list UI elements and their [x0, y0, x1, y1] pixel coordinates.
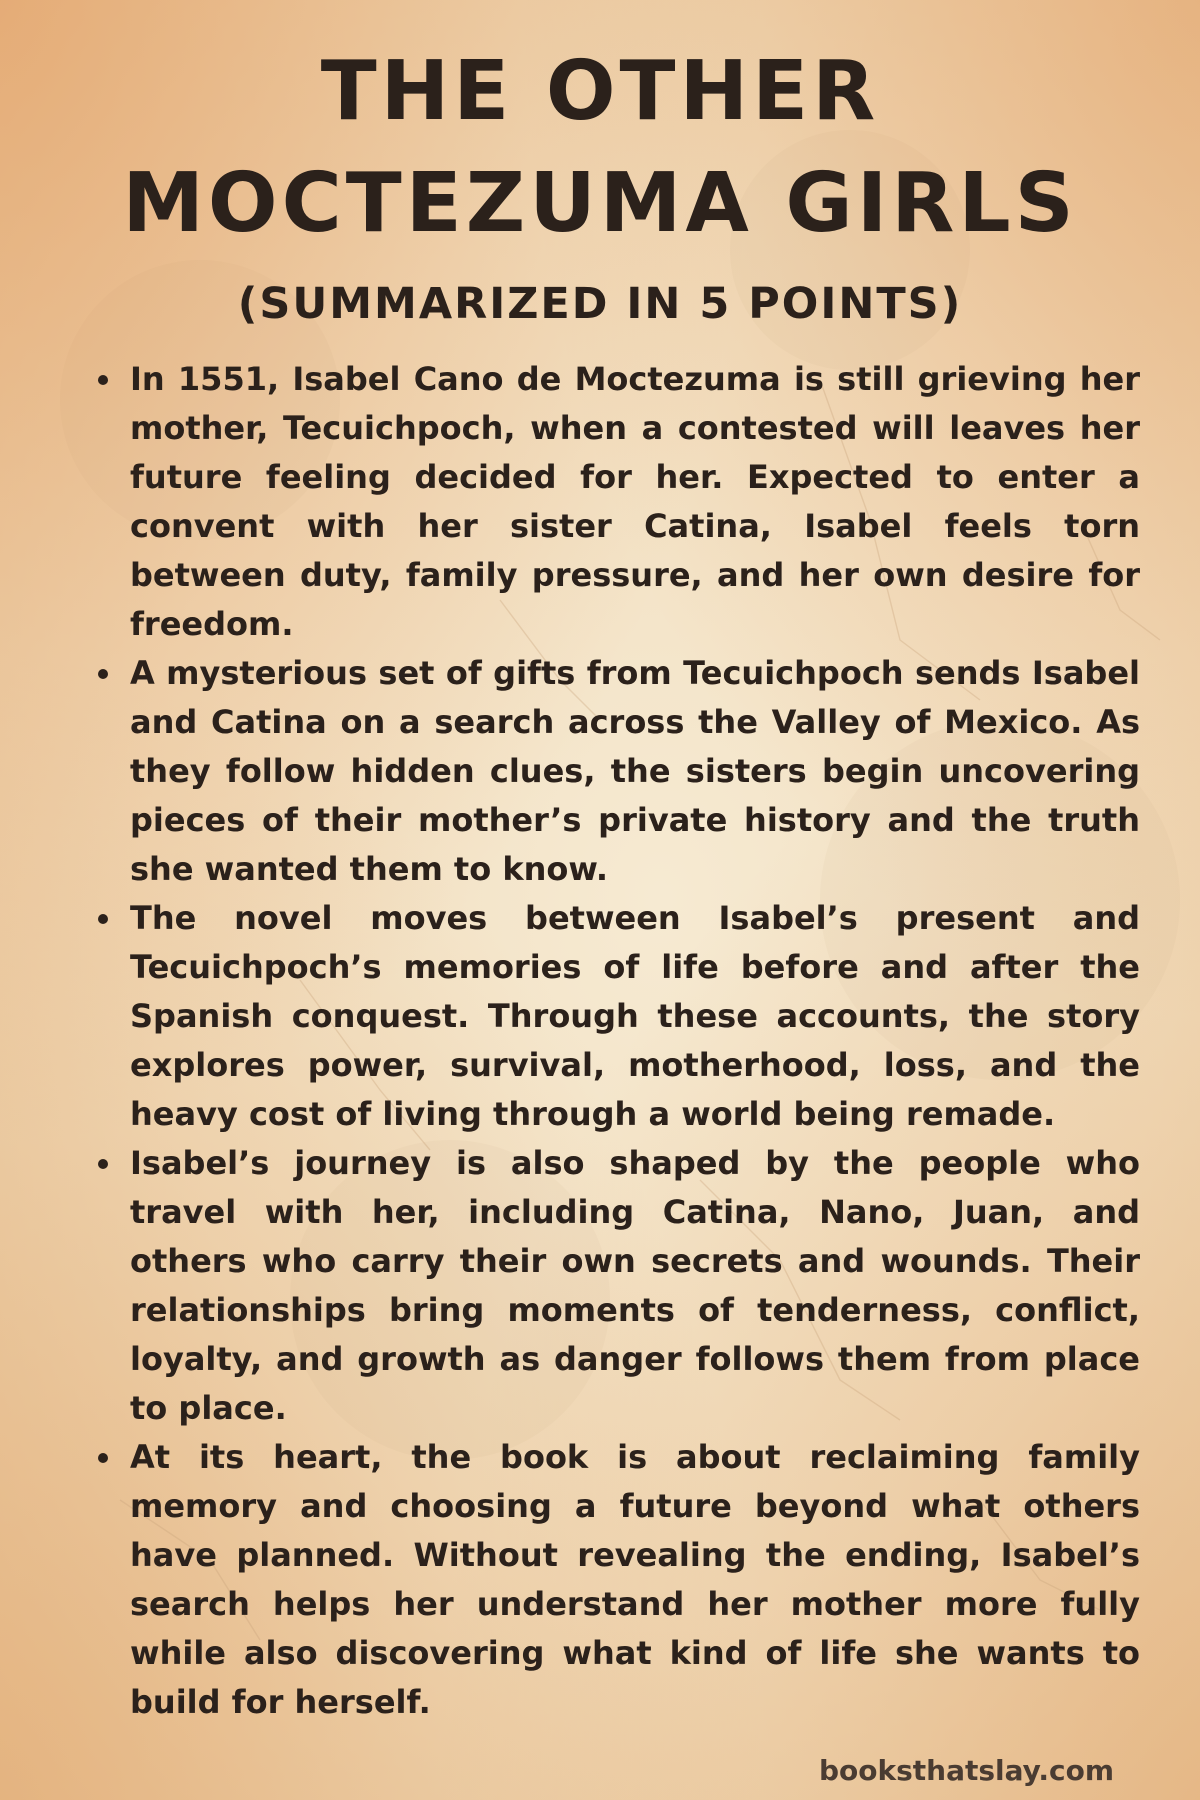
bullet-icon: [98, 1453, 108, 1463]
subtitle: (SUMMARIZED IN 5 POINTS): [237, 279, 963, 329]
bullet-icon: [98, 375, 108, 385]
summary-point: [92, 355, 1140, 649]
summary-point-text: In 1551, Isabel Cano de Moctezuma is still grieving her mother, Tecuichpoch, when a contested will leaves her future feeling decided for her. Expected to enter a convent with her sister Catina, Isabel feels torn between duty, family pressure, and her own desire for freedom.: [130, 360, 1140, 643]
summary-point: [92, 649, 1140, 894]
book-title-line-2: MOCTEZUMA GIRLS: [122, 156, 1078, 251]
book-title-line-1: THE OTHER: [320, 44, 880, 139]
summary-point-text: Isabel’s journey is also shaped by the people who travel with her, including Catina, Nano, Juan, and others who carry their own secrets and wounds. Their relationships bring moments of tenderness, conflict, loyalty, and growth as danger follows them from place to place.: [130, 1144, 1140, 1427]
book-title: [0, 36, 1200, 260]
summary-point: [92, 894, 1140, 1139]
bullet-icon: [98, 669, 108, 679]
summary-point-text: At its heart, the book is about reclaiming family memory and choosing a future beyond what others have planned. Without revealing the ending, Isabel’s search helps her understand her mother more fully while also discovering what kind of life she wants to build for herself.: [130, 1438, 1140, 1721]
summary-point-text: The novel moves between Isabel’s present and Tecuichpoch’s memories of life before and after the Spanish conquest. Through these accounts, the story explores power, survival, motherhood, loss, and the heavy cost of living through a world being remade.: [130, 899, 1140, 1133]
summary-point: [92, 1433, 1140, 1727]
summary-points-list: [92, 355, 1140, 1727]
summary-point-text: A mysterious set of gifts from Tecuichpoch sends Isabel and Catina on a search across the Valley of Mexico. As they follow hidden clues, the sisters begin uncovering pieces of their mother’s private history and the truth she wanted them to know.: [130, 654, 1140, 888]
bullet-icon: [98, 1159, 108, 1169]
source-watermark: booksthatslay.com: [818, 1754, 1114, 1787]
bullet-icon: [98, 914, 108, 924]
summary-point: [92, 1139, 1140, 1433]
